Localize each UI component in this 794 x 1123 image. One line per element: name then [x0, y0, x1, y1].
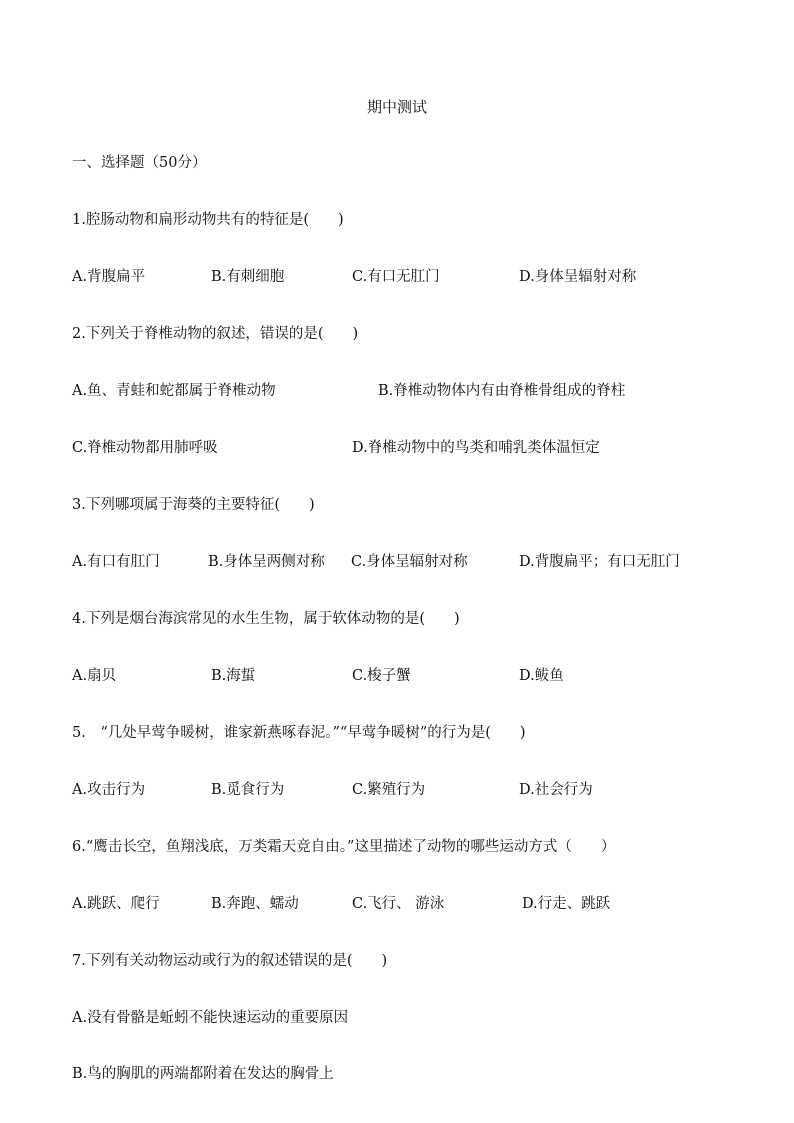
section-heading: 一、选择题（50分） [72, 155, 207, 171]
option-2a: A.鱼、青蛙和蛇都属于脊椎动物 [72, 383, 276, 399]
option-4d: D.鲅鱼 [519, 668, 564, 684]
question-stem-4: 4.下列是烟台海滨常见的水生生物，属于软体动物的是( ) [72, 611, 460, 627]
option-6d: D.行走、跳跃 [522, 896, 611, 912]
option-3b: B.身体呈两侧对称 [208, 554, 325, 570]
option-4b: B.海蜇 [211, 668, 256, 684]
option-4c: C.梭子蟹 [352, 668, 411, 684]
option-7b: B.鸟的胸肌的两端都附着在发达的胸骨上 [72, 1066, 334, 1082]
option-5d: D.社会行为 [519, 782, 593, 798]
option-3c: C.身体呈辐射对称 [351, 554, 468, 570]
option-4a: A.扇贝 [72, 668, 117, 684]
page-title: 期中测试 [366, 98, 427, 116]
option-5c: C.繁殖行为 [352, 782, 426, 798]
option-2b: B.脊椎动物体内有由脊椎骨组成的脊柱 [378, 383, 626, 399]
option-6c: C.飞行、 游泳 [352, 896, 445, 912]
option-7a: A.没有骨骼是蚯蚓不能快速运动的重要原因 [72, 1010, 349, 1026]
option-3d: D.背腹扁平；有口无肛门 [519, 554, 680, 570]
option-3a: A.有口有肛门 [72, 554, 160, 570]
option-1d: D.身体呈辐射对称 [519, 269, 637, 285]
question-stem-3: 3.下列哪项属于海葵的主要特征( ) [72, 497, 315, 513]
question-stem-7: 7.下列有关动物运动或行为的叙述错误的是( ) [72, 953, 388, 969]
option-6b: B.奔跑、蠕动 [211, 896, 299, 912]
option-6a: A.跳跃、爬行 [72, 896, 160, 912]
option-5b: B.觅食行为 [211, 782, 285, 798]
question-stem-2: 2.下列关于脊椎动物的叙述，错误的是( ) [72, 326, 359, 342]
question-stem-6: 6.“鹰击长空，鱼翔浅底，万类霜天竞自由。”这里描述了动物的哪些运动方式（ ） [72, 839, 616, 855]
option-2c: C.脊椎动物都用肺呼吸 [72, 440, 218, 456]
option-1b: B.有刺细胞 [211, 269, 285, 285]
option-5a: A.攻击行为 [72, 782, 146, 798]
option-1c: C.有口无肛门 [352, 269, 440, 285]
question-stem-1: 1.腔肠动物和扁形动物共有的特征是( ) [72, 212, 344, 228]
option-1a: A.背腹扁平 [72, 269, 146, 285]
option-2d: D.脊椎动物中的鸟类和哺乳类体温恒定 [352, 440, 600, 456]
question-stem-5: 5. “几处早莺争暖树，谁家新燕啄春泥。”“早莺争暖树”的行为是( ) [72, 725, 526, 741]
